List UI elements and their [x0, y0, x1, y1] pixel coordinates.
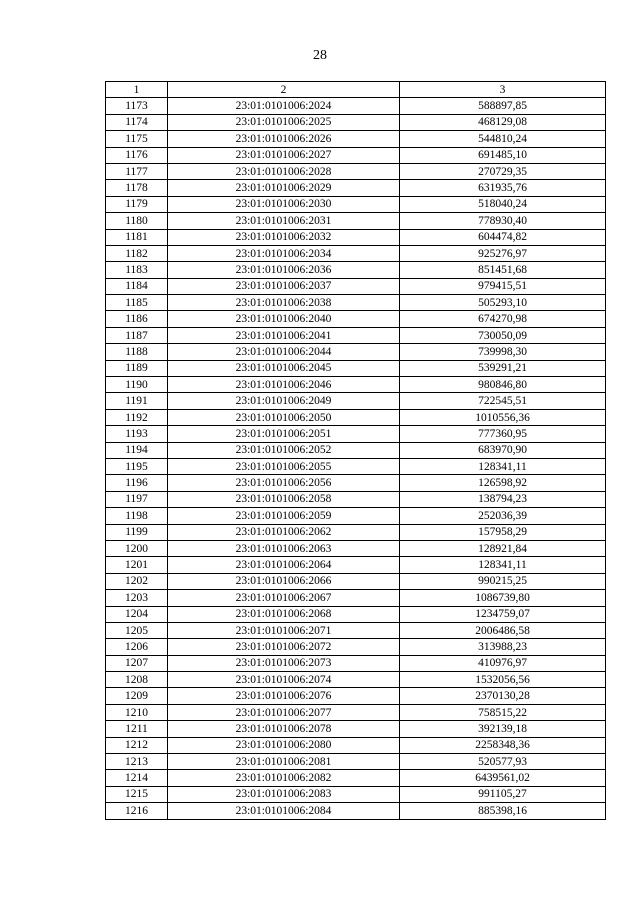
- cadastral-number-cell: 23:01:0101006:2041: [168, 327, 400, 343]
- value-cell: 128341,11: [400, 557, 606, 573]
- row-number-cell: 1185: [106, 295, 168, 311]
- row-number-cell: 1174: [106, 114, 168, 130]
- cadastral-number-cell: 23:01:0101006:2074: [168, 672, 400, 688]
- column-header-1: 1: [106, 82, 168, 98]
- value-cell: 925276,97: [400, 245, 606, 261]
- row-number-cell: 1198: [106, 508, 168, 524]
- row-number-cell: 1200: [106, 540, 168, 556]
- value-cell: 991105,27: [400, 786, 606, 802]
- row-number-cell: 1196: [106, 475, 168, 491]
- row-number-cell: 1189: [106, 360, 168, 376]
- cadastral-number-cell: 23:01:0101006:2071: [168, 622, 400, 638]
- row-number-cell: 1177: [106, 163, 168, 179]
- column-header-3: 3: [400, 82, 606, 98]
- table-row: [106, 393, 606, 409]
- table-row: [106, 508, 606, 524]
- cadastral-number-cell: 23:01:0101006:2032: [168, 229, 400, 245]
- table-row: [106, 737, 606, 753]
- value-cell: 505293,10: [400, 295, 606, 311]
- cadastral-number-cell: 23:01:0101006:2031: [168, 213, 400, 229]
- cadastral-number-cell: 23:01:0101006:2025: [168, 114, 400, 130]
- value-cell: 588897,85: [400, 98, 606, 114]
- cadastral-number-cell: 23:01:0101006:2080: [168, 737, 400, 753]
- cadastral-number-cell: 23:01:0101006:2029: [168, 180, 400, 196]
- table-row: [106, 639, 606, 655]
- cadastral-number-cell: 23:01:0101006:2024: [168, 98, 400, 114]
- cadastral-number-cell: 23:01:0101006:2059: [168, 508, 400, 524]
- row-number-cell: 1191: [106, 393, 168, 409]
- cadastral-number-cell: 23:01:0101006:2045: [168, 360, 400, 376]
- column-header-2: 2: [168, 82, 400, 98]
- cadastral-number-cell: 23:01:0101006:2038: [168, 295, 400, 311]
- table-row: [106, 131, 606, 147]
- cadastral-number-cell: 23:01:0101006:2081: [168, 754, 400, 770]
- value-cell: 126598,92: [400, 475, 606, 491]
- table-row: [106, 704, 606, 720]
- cadastral-number-cell: 23:01:0101006:2068: [168, 606, 400, 622]
- row-number-cell: 1204: [106, 606, 168, 622]
- row-number-cell: 1173: [106, 98, 168, 114]
- table-row: [106, 786, 606, 802]
- table-row: [106, 475, 606, 491]
- cadastral-number-cell: 23:01:0101006:2040: [168, 311, 400, 327]
- table-row: [106, 770, 606, 786]
- table-row: [106, 180, 606, 196]
- table-row: [106, 114, 606, 130]
- row-number-cell: 1192: [106, 409, 168, 425]
- cadastral-number-cell: 23:01:0101006:2044: [168, 344, 400, 360]
- value-cell: 1010556,36: [400, 409, 606, 425]
- value-cell: 980846,80: [400, 377, 606, 393]
- row-number-cell: 1182: [106, 245, 168, 261]
- row-number-cell: 1190: [106, 377, 168, 393]
- cadastral-number-cell: 23:01:0101006:2076: [168, 688, 400, 704]
- cadastral-number-cell: 23:01:0101006:2030: [168, 196, 400, 212]
- value-cell: 518040,24: [400, 196, 606, 212]
- page-number: 28: [313, 48, 327, 63]
- row-number-cell: 1183: [106, 262, 168, 278]
- row-number-cell: 1211: [106, 721, 168, 737]
- table-row: [106, 590, 606, 606]
- cadastral-number-cell: 23:01:0101006:2078: [168, 721, 400, 737]
- row-number-cell: 1213: [106, 754, 168, 770]
- row-number-cell: 1212: [106, 737, 168, 753]
- cadastral-number-cell: 23:01:0101006:2058: [168, 491, 400, 507]
- value-cell: 777360,95: [400, 426, 606, 442]
- table-row: [106, 622, 606, 638]
- table-row: [106, 409, 606, 425]
- value-cell: 778930,40: [400, 213, 606, 229]
- table-row: [106, 295, 606, 311]
- value-cell: 157958,29: [400, 524, 606, 540]
- value-cell: 270729,35: [400, 163, 606, 179]
- table-row: [106, 721, 606, 737]
- row-number-cell: 1193: [106, 426, 168, 442]
- table-header-row: [106, 82, 606, 98]
- value-cell: 851451,68: [400, 262, 606, 278]
- cadastral-number-cell: 23:01:0101006:2082: [168, 770, 400, 786]
- table-row: [106, 540, 606, 556]
- row-number-cell: 1194: [106, 442, 168, 458]
- value-cell: 722545,51: [400, 393, 606, 409]
- value-cell: 410976,97: [400, 655, 606, 671]
- row-number-cell: 1186: [106, 311, 168, 327]
- cadastral-number-cell: 23:01:0101006:2072: [168, 639, 400, 655]
- cadastral-number-cell: 23:01:0101006:2036: [168, 262, 400, 278]
- table-row: [106, 524, 606, 540]
- table-row: [106, 426, 606, 442]
- value-cell: 683970,90: [400, 442, 606, 458]
- table-row: [106, 98, 606, 114]
- table-row: [106, 311, 606, 327]
- table-row: [106, 229, 606, 245]
- row-number-cell: 1197: [106, 491, 168, 507]
- value-cell: 313988,23: [400, 639, 606, 655]
- value-cell: 2006486,58: [400, 622, 606, 638]
- table-row: [106, 688, 606, 704]
- row-number-cell: 1207: [106, 655, 168, 671]
- value-cell: 128921,84: [400, 540, 606, 556]
- cadastral-number-cell: 23:01:0101006:2049: [168, 393, 400, 409]
- row-number-cell: 1188: [106, 344, 168, 360]
- value-cell: 758515,22: [400, 704, 606, 720]
- table-row: [106, 442, 606, 458]
- cadastral-number-cell: 23:01:0101006:2063: [168, 540, 400, 556]
- cadastral-number-cell: 23:01:0101006:2073: [168, 655, 400, 671]
- land-plot-table: [105, 81, 606, 820]
- row-number-cell: 1179: [106, 196, 168, 212]
- value-cell: 138794,23: [400, 491, 606, 507]
- value-cell: 544810,24: [400, 131, 606, 147]
- value-cell: 2258348,36: [400, 737, 606, 753]
- value-cell: 539291,21: [400, 360, 606, 376]
- cadastral-number-cell: 23:01:0101006:2066: [168, 573, 400, 589]
- value-cell: 885398,16: [400, 803, 606, 819]
- row-number-cell: 1208: [106, 672, 168, 688]
- row-number-cell: 1176: [106, 147, 168, 163]
- cadastral-number-cell: 23:01:0101006:2055: [168, 458, 400, 474]
- table-row: [106, 360, 606, 376]
- cadastral-number-cell: 23:01:0101006:2084: [168, 803, 400, 819]
- row-number-cell: 1215: [106, 786, 168, 802]
- value-cell: 1234759,07: [400, 606, 606, 622]
- row-number-cell: 1202: [106, 573, 168, 589]
- row-number-cell: 1203: [106, 590, 168, 606]
- row-number-cell: 1216: [106, 803, 168, 819]
- table-row: [106, 327, 606, 343]
- table-row: [106, 458, 606, 474]
- cadastral-number-cell: 23:01:0101006:2034: [168, 245, 400, 261]
- cadastral-number-cell: 23:01:0101006:2077: [168, 704, 400, 720]
- row-number-cell: 1184: [106, 278, 168, 294]
- value-cell: 674270,98: [400, 311, 606, 327]
- table-row: [106, 573, 606, 589]
- table-row: [106, 163, 606, 179]
- value-cell: 730050,09: [400, 327, 606, 343]
- cadastral-number-cell: 23:01:0101006:2027: [168, 147, 400, 163]
- value-cell: 604474,82: [400, 229, 606, 245]
- cadastral-number-cell: 23:01:0101006:2056: [168, 475, 400, 491]
- row-number-cell: 1214: [106, 770, 168, 786]
- table-body: [106, 98, 606, 819]
- table-row: [106, 213, 606, 229]
- value-cell: 2370130,28: [400, 688, 606, 704]
- value-cell: 252036,39: [400, 508, 606, 524]
- value-cell: 979415,51: [400, 278, 606, 294]
- value-cell: 392139,18: [400, 721, 606, 737]
- row-number-cell: 1180: [106, 213, 168, 229]
- table-row: [106, 803, 606, 819]
- cadastral-number-cell: 23:01:0101006:2051: [168, 426, 400, 442]
- cadastral-number-cell: 23:01:0101006:2067: [168, 590, 400, 606]
- cadastral-number-cell: 23:01:0101006:2037: [168, 278, 400, 294]
- table-row: [106, 655, 606, 671]
- value-cell: 6439561,02: [400, 770, 606, 786]
- table-row: [106, 491, 606, 507]
- table-row: [106, 377, 606, 393]
- table-row: [106, 196, 606, 212]
- cadastral-number-cell: 23:01:0101006:2064: [168, 557, 400, 573]
- row-number-cell: 1199: [106, 524, 168, 540]
- row-number-cell: 1210: [106, 704, 168, 720]
- value-cell: 128341,11: [400, 458, 606, 474]
- table-row: [106, 245, 606, 261]
- row-number-cell: 1209: [106, 688, 168, 704]
- table-row: [106, 344, 606, 360]
- value-cell: 739998,30: [400, 344, 606, 360]
- value-cell: 520577,93: [400, 754, 606, 770]
- row-number-cell: 1178: [106, 180, 168, 196]
- row-number-cell: 1201: [106, 557, 168, 573]
- value-cell: 990215,25: [400, 573, 606, 589]
- table-row: [106, 606, 606, 622]
- table-row: [106, 557, 606, 573]
- value-cell: 691485,10: [400, 147, 606, 163]
- row-number-cell: 1205: [106, 622, 168, 638]
- cadastral-number-cell: 23:01:0101006:2028: [168, 163, 400, 179]
- table-row: [106, 672, 606, 688]
- cadastral-number-cell: 23:01:0101006:2046: [168, 377, 400, 393]
- cadastral-number-cell: 23:01:0101006:2026: [168, 131, 400, 147]
- row-number-cell: 1195: [106, 458, 168, 474]
- value-cell: 631935,76: [400, 180, 606, 196]
- value-cell: 1086739,80: [400, 590, 606, 606]
- cadastral-number-cell: 23:01:0101006:2062: [168, 524, 400, 540]
- value-cell: 468129,08: [400, 114, 606, 130]
- table-row: [106, 262, 606, 278]
- cadastral-number-cell: 23:01:0101006:2052: [168, 442, 400, 458]
- row-number-cell: 1181: [106, 229, 168, 245]
- row-number-cell: 1175: [106, 131, 168, 147]
- table-row: [106, 278, 606, 294]
- row-number-cell: 1187: [106, 327, 168, 343]
- value-cell: 1532056,56: [400, 672, 606, 688]
- table-row: [106, 754, 606, 770]
- cadastral-number-cell: 23:01:0101006:2050: [168, 409, 400, 425]
- row-number-cell: 1206: [106, 639, 168, 655]
- cadastral-number-cell: 23:01:0101006:2083: [168, 786, 400, 802]
- table-row: [106, 147, 606, 163]
